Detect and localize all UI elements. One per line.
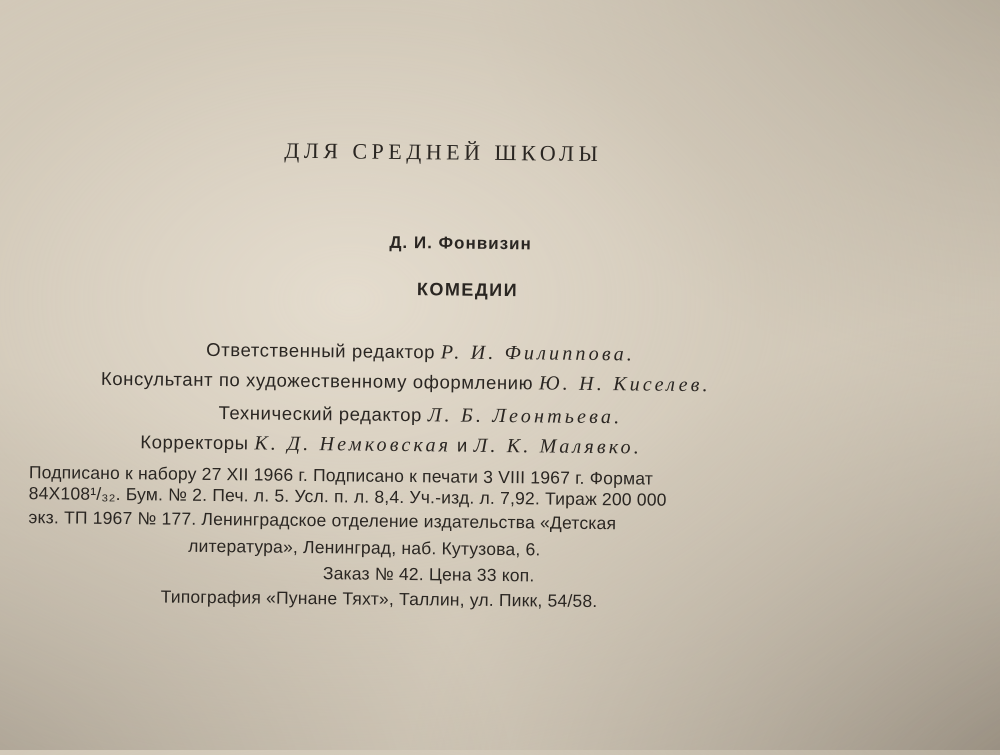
credit-role: Консультант по художественному оформлению — [100, 367, 534, 394]
credit-name: Р. И. Филиппова. — [440, 341, 636, 366]
credit-role: Корректоры — [140, 431, 249, 454]
imprint-line: Типография «Пунане Тяхт», Таллин, ул. Пикк, 54/58. — [160, 586, 598, 612]
credit-line-editor — [206, 339, 635, 366]
book-title: КОМЕДИИ — [416, 279, 519, 301]
credit-line-tech-editor — [218, 402, 622, 429]
credit-conjunction: и — [456, 434, 469, 456]
series-heading: ДЛЯ СРЕДНЕЙ ШКОЛЫ — [284, 137, 603, 167]
credit-line-proofreaders — [140, 431, 642, 459]
credit-line-art-consultant — [101, 368, 711, 397]
imprint-line: литература», Ленинград, наб. Кутузова, 6. — [188, 535, 541, 560]
author-name: Д. И. Фонвизин — [389, 232, 532, 254]
imprint-line: Подписано к набору 27 XII 1966 г. Подписано к печати 3 VIII 1967 г. Формат — [28, 462, 654, 489]
imprint-line: 84X108¹/₃₂. Бум. № 2. Печ. л. 5. Усл. п. л. 8,4. Уч.-изд. л. 7,92. Тираж 200 000 — [28, 483, 667, 510]
credit-name: Л. Б. Леонтьева. — [427, 404, 623, 429]
credit-name: Ю. Н. Киселев. — [538, 372, 711, 397]
credit-role: Ответственный редактор — [206, 338, 436, 363]
credit-name-2: Л. К. Малявко. — [473, 434, 643, 459]
imprint-line: Заказ № 42. Цена 33 коп. — [322, 563, 535, 586]
credit-role: Технический редактор — [218, 402, 423, 426]
imprint-line: экз. ТП 1967 № 177. Ленинградское отделение издательства «Детская — [28, 507, 617, 534]
credit-name: К. Д. Немковская — [254, 432, 452, 457]
